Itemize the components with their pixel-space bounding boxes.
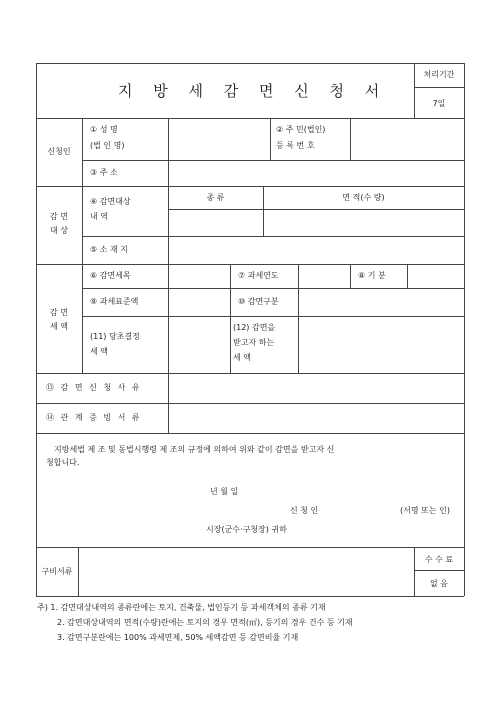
tax-col-divider bbox=[82, 264, 83, 373]
address-label: ③ 주 소 bbox=[90, 168, 118, 177]
address-field[interactable] bbox=[169, 161, 463, 185]
required-docs-label: 구비서류 bbox=[41, 567, 73, 576]
kind-field[interactable] bbox=[169, 210, 262, 235]
note-2: 2. 감면대상내역의 면적(수량)란에는 토지의 경우 면적(㎡), 등기의 경우 건수 등 기재 bbox=[57, 618, 353, 627]
basis-label: ⑧ 기 분 bbox=[358, 271, 386, 280]
initial-tax-label-2: 세 액 bbox=[90, 347, 108, 356]
frame-top bbox=[36, 63, 464, 64]
target-col-divider bbox=[82, 186, 83, 264]
application-date: 년 월 일 bbox=[210, 487, 239, 496]
tax-section-label-2: 세 액 bbox=[50, 322, 68, 331]
frame-bottom bbox=[36, 596, 464, 597]
name-field[interactable] bbox=[169, 119, 269, 159]
requested-reduction-label-2: 받고자 하는 bbox=[233, 338, 275, 347]
reason-label: ⑬ 감 면 신 청 사 유 bbox=[46, 383, 142, 392]
id-label-divider bbox=[270, 118, 271, 160]
tax-year-label: ⑦ 과세연도 bbox=[238, 271, 279, 280]
note-3: 3. 감면구분란에는 100% 과세면제, 50% 세액감면 등 감면비율 기재 bbox=[57, 633, 299, 642]
processing-period-value: 7일 bbox=[432, 99, 446, 108]
statement-line-2: 청합니다. bbox=[46, 458, 80, 467]
sign-or-seal: (서명 또는 인) bbox=[400, 506, 450, 515]
tax-year-field[interactable] bbox=[299, 265, 349, 287]
area-field[interactable] bbox=[264, 210, 463, 235]
basis-label-divider bbox=[350, 264, 351, 288]
form-title: 지 방 세 감 면 신 청 서 bbox=[118, 82, 388, 100]
tax-item-field[interactable] bbox=[169, 265, 229, 287]
target-section-label-1: 감 면 bbox=[50, 212, 68, 221]
applicant-bottom bbox=[36, 186, 464, 187]
id-number-field[interactable] bbox=[351, 119, 463, 159]
requested-reduction-label: (12) 감면을 bbox=[233, 323, 276, 332]
area-column-header: 면 적(수 량) bbox=[342, 193, 385, 202]
corp-name-label: (법 인 명) bbox=[90, 141, 125, 150]
kind-column-header: 종 류 bbox=[206, 193, 225, 202]
location-label: ⑤ 소 재 지 bbox=[90, 245, 128, 254]
id-number-label: ② 주 민(법인) bbox=[276, 125, 326, 134]
fee-divider bbox=[414, 570, 464, 571]
reduction-category-field[interactable] bbox=[299, 289, 463, 315]
initial-tax-label: (11) 당초결정 bbox=[90, 332, 140, 341]
applicant-col-divider bbox=[82, 118, 83, 186]
tax-standard-label: ⑨ 과세표준액 bbox=[90, 297, 139, 306]
note-1: 주) 1. 감면대상내역의 종류란에는 토지, 건축물, 법인등기 등 과세객체의 종류 기재 bbox=[37, 603, 326, 612]
fee-value: 없 음 bbox=[430, 579, 448, 588]
supporting-docs-label: ⑭ 관 계 증 빙 서 류 bbox=[46, 413, 142, 422]
tax-standard-field[interactable] bbox=[169, 289, 229, 315]
basis-field[interactable] bbox=[408, 265, 463, 287]
processing-divider bbox=[414, 87, 464, 88]
target-bottom bbox=[36, 264, 464, 265]
docs-bottom bbox=[36, 433, 464, 434]
recipient: 시장(군수·구청장) 귀하 bbox=[206, 525, 287, 534]
tax-section-label-1: 감 면 bbox=[50, 308, 68, 317]
tax-item-label: ⑥ 감면세목 bbox=[90, 271, 131, 280]
id-number-label-2: 등 록 번 호 bbox=[276, 141, 315, 150]
target-section-label-2: 대 상 bbox=[50, 226, 68, 235]
required-docs-field[interactable] bbox=[79, 548, 413, 595]
requested-reduction-label-3: 세 액 bbox=[233, 353, 251, 362]
initial-tax-field[interactable] bbox=[169, 317, 229, 372]
frame-right bbox=[464, 63, 465, 596]
location-field[interactable] bbox=[169, 237, 463, 263]
reason-field[interactable] bbox=[169, 374, 463, 402]
target-item-label: ④ 감면대상 bbox=[90, 197, 131, 206]
requested-reduction-field[interactable] bbox=[299, 317, 463, 372]
applicant-signature-label: 신 청 인 bbox=[290, 506, 319, 515]
reduction-category-label: ⑩ 감면구분 bbox=[238, 297, 279, 306]
tax-mid-divider bbox=[230, 264, 231, 373]
statement-line-1: 지방세법 제 조 및 동법시행령 제 조의 규정에 의하여 위와 같이 감면을 받고자 신 bbox=[54, 445, 335, 454]
processing-period-label: 처리기간 bbox=[423, 70, 455, 79]
fee-label: 수 수 료 bbox=[424, 555, 454, 564]
name-label: ① 성 명 bbox=[90, 125, 118, 134]
supporting-docs-field[interactable] bbox=[169, 404, 463, 432]
applicant-section-label: 신청인 bbox=[47, 147, 71, 156]
target-item-label-2: 내 역 bbox=[90, 212, 108, 221]
